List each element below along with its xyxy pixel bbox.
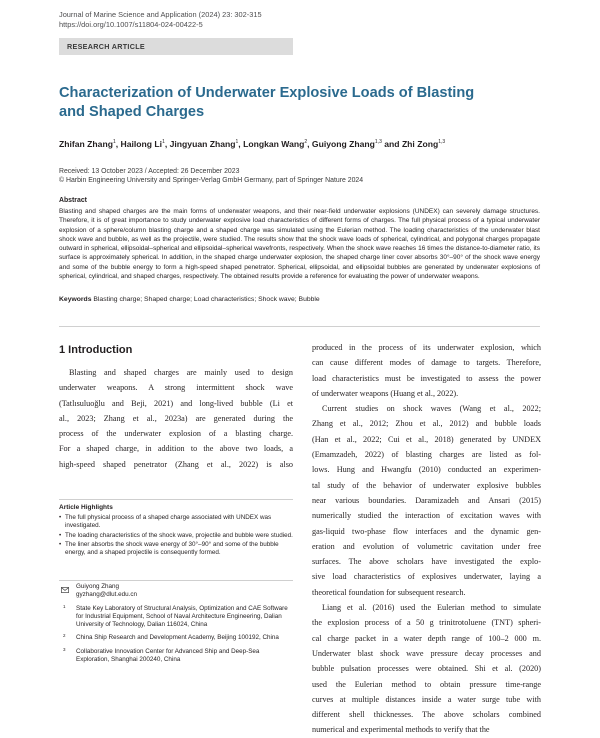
body-text-line: curves at multiple distances inside a water surge tube with: [312, 694, 541, 704]
journal-citation: Journal of Marine Science and Application (2024) 23: 302-315: [59, 10, 262, 19]
affiliation-list: [59, 605, 293, 665]
article-highlights: [59, 499, 293, 558]
abstract-text: Blasting and shaped charges are the main forms of underwater weapons, and their near-field underwater explosions (UNDEX) can severely damage structures. Therefore, it is of great importance to study underwater explosive load characteristics of different forms of charges. The full physical process of a typical underwater explosion of a sphere/column blasting charge and a shaped charge was simulated using the Eulerian method. The loading characteristics of the underwater blast shock wave and bubble, as well as the projectile, were studied. The results show that the shock wave loads of spherical, cylindrical, and polygonal charges propagate outward in spherical, ellipsoidal–spherical and ellipsoidal–spherical wavefronts, respectively. When the shock wave reaches 16 times the distance-to-diameter ratio, its surface is approximately spherical. In addition, in the shaped charge underwater explosion, the shaped charge liner cover absorbs 30°–90° of the shock wave energy and some of the bubble energy to form a high-speed shaped penetrator. Spherical, ellipsoidal, and ellipsoidal bubbles are generated by underwater explosions of spherical, cylindrical, and shaped charges, respectively. The obtained results provide a reference for evaluating the power of underwater weapons.: [59, 208, 540, 281]
article-type-label: RESEARCH ARTICLE: [67, 42, 146, 51]
body-text-line: (Emamzadeh, 2022) of blasting charges are listed as fol-: [312, 450, 541, 460]
affiliation-item: [59, 605, 293, 630]
body-text-line: gas-liquid two-phase flow interfaces and the dynamic gen-: [312, 526, 541, 536]
doi-link[interactable]: https://doi.org/10.1007/s11804-024-00422-5: [59, 19, 203, 29]
body-text-line: the explosion process of a 50 g trinitrotoluene (TNT) spheri-: [312, 618, 541, 628]
body-text-line: produced in the process of its underwater explosion, which: [312, 343, 541, 352]
abstract-divider: [59, 326, 540, 327]
intro-right-column: [312, 340, 541, 738]
author-affiliation-mark: 1: [112, 139, 116, 145]
highlights-heading: Article Highlights: [59, 504, 113, 511]
author-affiliation-mark: 1: [235, 139, 239, 145]
highlights-divider: [59, 580, 293, 581]
body-text-line: (Han et al., 2022; Cui et al., 2018) generated by UNDEX: [312, 434, 541, 444]
keywords-label: Keywords: [59, 296, 92, 303]
body-text-line: eration and evolution of volumetric cavitation under free: [312, 541, 541, 551]
body-text-line: al., 2023; Zhang et al., 2023a) are generated during the: [59, 413, 293, 423]
affiliation-text: China Ship Research and Development Academy, Beijing 100192, China: [76, 634, 279, 642]
highlights-list: [59, 514, 293, 557]
article-title: Characterization of Underwater Explosive Loads of Blasting and Shaped Charges: [59, 85, 475, 120]
author-name: Zhi Zong: [401, 139, 439, 149]
body-text-line: numerically studied the interaction of excitation waves with: [312, 511, 541, 521]
body-text-line: near various boundaries. Daramizadeh and Ansari (2015): [312, 495, 541, 505]
body-text-line: different shell thicknesses. The above scholars combined: [312, 710, 541, 720]
body-text-line: underwater weapons. A strong intermittent shock wave: [59, 383, 293, 393]
highlight-item: • The full physical process of a shaped charge associated with UNDEX was investigated.: [59, 514, 293, 531]
body-text-line: Current studies on shock waves (Wang et al., 2022;: [322, 404, 541, 414]
author-affiliation-mark: 1,3: [438, 139, 446, 145]
affiliation-number: 2: [63, 633, 66, 639]
keywords-text: Blasting charge; Shaped charge; Load characteristics; Shock wave; Bubble: [93, 296, 320, 303]
affiliation-text: Collaborative Innovation Center for Advanced Ship and Deep-Sea Exploration, Shanghai 200240, China: [76, 647, 260, 664]
body-text-line: of underwater weapons (Huang et al., 2022).: [312, 388, 459, 398]
body-text-line: theoretical foundation for subsequent research.: [312, 587, 466, 597]
affiliation-number: 3: [63, 646, 66, 652]
received-accepted: Received: 13 October 2023 / Accepted: 26 December 2023: [59, 168, 240, 175]
author-affiliation-mark: 2: [304, 139, 308, 145]
correspondence-email[interactable]: gyzhang@dlut.edu.cn: [76, 591, 138, 599]
highlight-item: • The loading characteristics of the shock wave, projectile and bubble were studied.: [59, 532, 293, 540]
body-text-line: high-speed shaped penetrator (Zhang et al., 2022) is also: [59, 459, 293, 469]
article-type-banner: [59, 38, 293, 55]
article-dates: [59, 167, 363, 185]
author-name: Guiyong Zhang: [311, 139, 375, 149]
intro-left-column: [59, 365, 293, 472]
author-list: Zhifan Zhang$^1$, Hailong Li$^1$, Jingyuan Zhang$^1$, Longkan Wang$^2$, Guiyong Zhang$^{1,3}$ and Zhi Zong$^{1,3}$: [59, 139, 446, 149]
correspondence-block: [59, 583, 293, 664]
author-name: Longkan Wang: [243, 139, 305, 149]
affiliation-item: [59, 648, 293, 665]
body-text-line: cal charge packet in a water depth range of 100–2 000 m.: [312, 633, 541, 643]
body-text-line: numerical and experimental methods to verify that the: [312, 725, 490, 735]
body-text-line: sive load characteristics of explosives underwater, laying a: [312, 572, 541, 582]
body-text-line: For a shaped charge, in addition to the above two loads, a: [59, 444, 293, 454]
body-text-line: surfaces. The above scholars have investigated the explo-: [312, 557, 541, 567]
body-text-line: used the Eulerian method to obtain pressure time-range: [312, 679, 541, 689]
copyright-line: © Harbin Engineering University and Springer-Verlag GmbH Germany, part of Springer Nature 2024: [59, 177, 364, 184]
body-text-line: tal study of the behavior of underwater explosive bubbles: [312, 480, 541, 490]
author-name: Jingyuan Zhang: [169, 139, 236, 149]
affiliation-text: State Key Laboratory of Structural Analysis, Optimization and CAE Software for Industrial Equipment, School of Naval Architecture Engineering, Dalian University of Technology, Dalian 116024, China: [76, 604, 288, 629]
affiliation-item: [59, 634, 293, 642]
section-heading-introduction: 1 Introduction: [59, 344, 133, 356]
author-conjunction: and: [384, 139, 400, 149]
body-text-line: Zhang et al., 2012; Zhou et al., 2012) and bubble loads: [312, 419, 541, 429]
body-text-line: process of the underwater explosion of a blasting charge.: [59, 429, 293, 439]
author-name: Hailong Li: [120, 139, 163, 149]
highlight-item: • The liner absorbs the shock wave energy of 30°–90° and some of the bubble energy, and a shaped projectile is consequently formed.: [59, 541, 293, 558]
keywords: [59, 296, 540, 303]
body-text-line: can cause different modes of damage to targets. Therefore,: [312, 358, 541, 368]
body-text-line: Blasting and shaped charges are mainly used to design: [69, 368, 293, 377]
body-text-line: Underwater blast shock wave pressure decay processes and: [312, 648, 541, 658]
correspondence-name: Guiyong Zhang: [76, 583, 120, 590]
body-text-line: lows. Hung and Hwangfu (2010) conducted an experimen-: [312, 465, 541, 475]
body-text-line: load characteristics must be investigated to assess the power: [312, 373, 541, 383]
author-affiliation-mark: 1,3: [374, 139, 382, 145]
body-text-line: Liang et al. (2016) used the Eulerian method to simulate: [322, 603, 541, 613]
abstract-heading: Abstract: [59, 197, 87, 204]
author-affiliation-mark: 1: [162, 139, 165, 145]
body-text-line: bubble pulsation processes were obtained. Shi et al. (2020): [312, 664, 541, 674]
journal-header: [59, 10, 262, 29]
body-text-line: (Tatlısuluoğlu and Beji, 2021) and long-lived bubble (Li et: [59, 398, 293, 408]
affiliation-number: 1: [63, 603, 66, 609]
author-name: Zhifan Zhang: [59, 139, 113, 149]
envelope-icon: [61, 587, 69, 593]
